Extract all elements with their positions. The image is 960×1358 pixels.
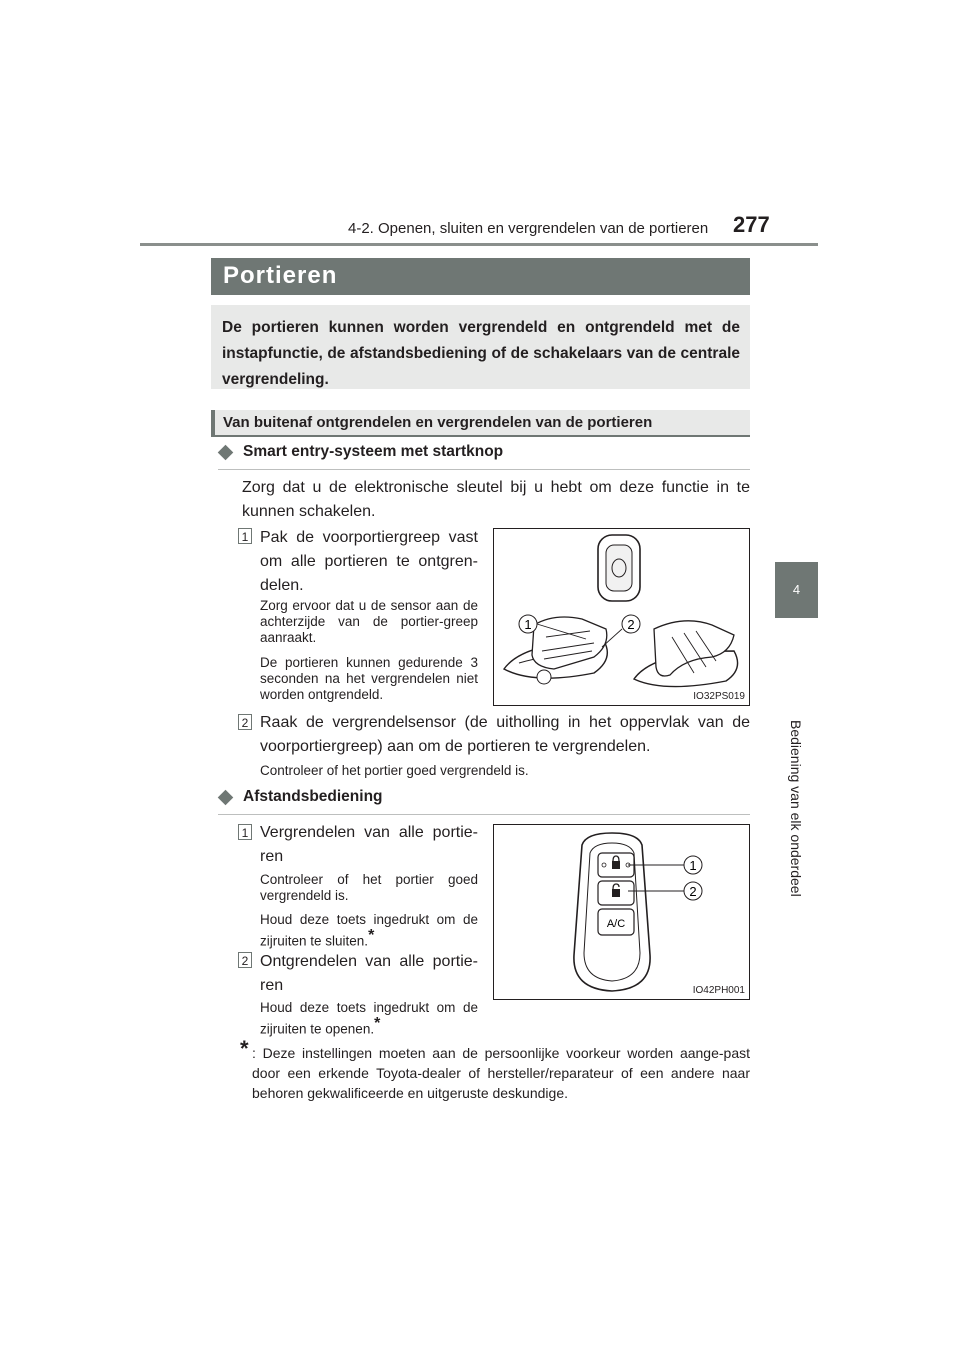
figure2-callout-2: 2	[689, 884, 697, 899]
figure1-code: IO32PS019	[693, 691, 745, 702]
remote-step-number-2: 2	[238, 952, 252, 968]
remote-key-figure	[493, 824, 750, 1000]
remote-step2: Ontgrendelen van alle portie-ren	[260, 953, 478, 994]
remote-step-number-1: 1	[238, 824, 252, 840]
remote-button-label: A/C	[606, 918, 626, 930]
section-heading: Van buitenaf ontgrendelen en vergrendelen van de portieren	[223, 414, 653, 431]
remote-step2-note: Houd deze toets ingedrukt om de zijruiten te openen.*	[260, 1000, 478, 1037]
smart-entry-intro: Zorg dat u de elektronische sleutel bij u hebt om deze functie in te kunnen schakelen.	[242, 479, 750, 520]
intro-box	[211, 305, 750, 389]
door-handle-illustration	[494, 529, 749, 705]
step-number-2: 2	[238, 714, 252, 730]
diamond-icon	[218, 790, 234, 806]
door-handle-figure	[493, 528, 750, 706]
remote-step1: Vergrendelen van alle portie-ren	[260, 824, 478, 865]
section-heading-bar	[211, 410, 750, 437]
step-number-1: 1	[238, 528, 252, 544]
smart-entry-step1-note1: Zorg ervoor dat u de sensor aan de achterzijde van de portier-greep aanraakt.	[260, 598, 478, 645]
chapter-tab[interactable]: 4	[775, 562, 818, 618]
diamond-icon	[218, 445, 234, 461]
remote-key-illustration	[494, 825, 749, 999]
figure2-code: IO42PH001	[692, 985, 745, 996]
smart-entry-step2: Raak de vergrendelsensor (de uitholling in het oppervlak van de voorportiergreep) aan om de portieren te vergrendelen.	[260, 714, 750, 755]
smart-entry-step1-note2: De portieren kunnen gedurende 3 seconden na het vergrendelen niet worden ontgrendeld.	[260, 655, 478, 702]
remote-heading	[218, 788, 750, 815]
chapter-label: Bediening van elk onderdeel	[788, 720, 804, 897]
page-title: Portieren	[223, 262, 338, 289]
smart-entry-heading	[218, 443, 750, 470]
remote-step1-note2: Houd deze toets ingedrukt om de zijruiten te sluiten.*	[260, 912, 478, 949]
remote-step1-note1: Controleer of het portier goed vergrendeld is.	[260, 872, 478, 903]
page-number: 277	[733, 212, 770, 237]
header-divider	[140, 243, 818, 246]
page-title-bar	[211, 258, 750, 295]
figure1-callout-1: 1	[524, 617, 532, 632]
figure2-callout-1: 1	[689, 858, 697, 873]
smart-entry-step1: Pak de voorportiergreep vast om alle portieren te ontgren-delen.	[260, 529, 478, 594]
section-title: 4-2. Openen, sluiten en vergrendelen van de portieren	[348, 220, 709, 237]
remote-heading-text: Afstandsbediening	[243, 788, 383, 805]
footnote-marker: *	[240, 1036, 249, 1061]
section-marker	[211, 410, 215, 435]
intro-text: De portieren kunnen worden vergrendeld en ontgrendeld met de instapfunctie, de afstandsbediening of de schakelaars van de centrale vergrendeling.	[222, 319, 740, 388]
footnote-text: : Deze instellingen moeten aan de persoonlijke voorkeur worden aange-past door een erkende Toyota-dealer of hersteller/reparateur of een andere naar behoren gekwalificeerde en uitgeruste deskundige.	[252, 1045, 750, 1101]
figure1-callout-2: 2	[627, 617, 635, 632]
smart-entry-step2-note: Controleer of het portier goed vergrendeld is.	[260, 763, 529, 778]
smart-entry-heading-text: Smart entry-systeem met startknop	[243, 443, 504, 460]
